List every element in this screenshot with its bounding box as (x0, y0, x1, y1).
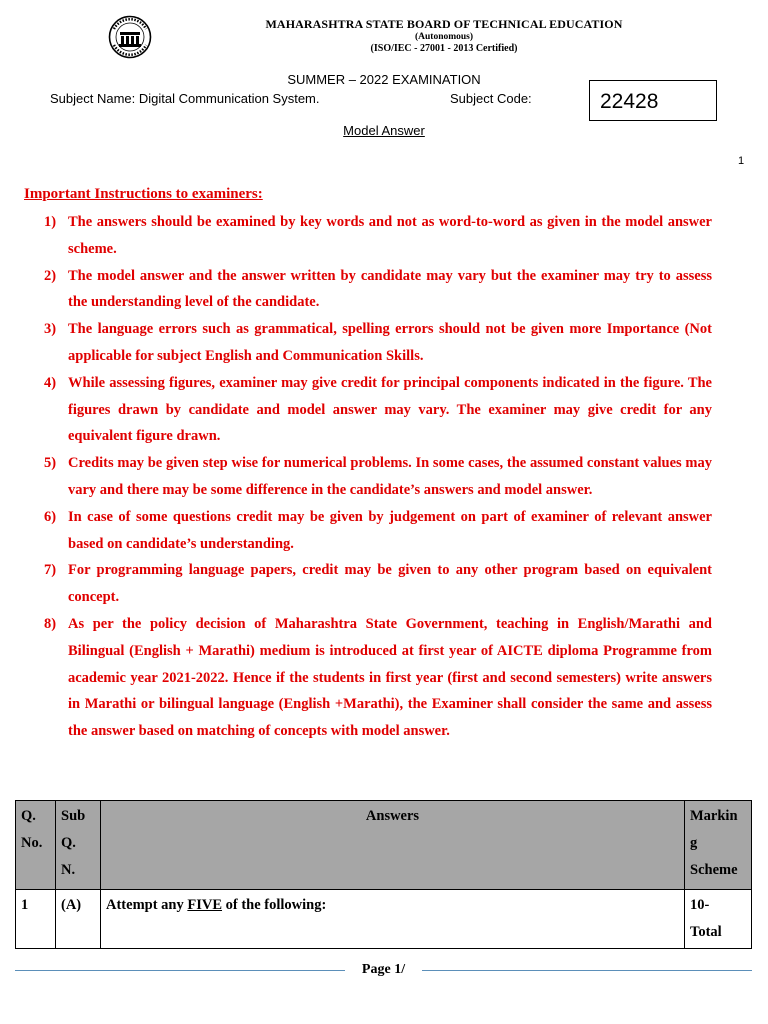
footer-page-label: Page 1/ (361, 962, 406, 977)
instructions-heading: Important Instructions to examiners: (24, 186, 263, 202)
subject-code-value: 22428 (600, 90, 659, 113)
instruction-text: The language errors such as grammatical, spelling errors should not be given more Importance (Not applicable for subject English and Communication Skills. (68, 321, 712, 364)
model-answer-label: Model Answer (343, 123, 425, 138)
instruction-text: Credits may be given step wise for numerical problems. In some cases, the assumed constant values may vary and there may be some difference in the candidate’s answers and model answer. (68, 455, 712, 498)
instruction-item (24, 611, 712, 745)
instruction-item (24, 316, 712, 370)
instruction-number: 5) (44, 455, 57, 472)
instruction-item (24, 370, 712, 450)
instruction-text: The answers should be examined by key words and not as word-to-word as given in the model answer scheme. (68, 214, 712, 257)
instruction-item (24, 450, 712, 504)
cell-sub-q: (A) (56, 890, 101, 949)
table-row (16, 890, 752, 949)
instruction-number: 7) (44, 562, 57, 579)
instructions-list (24, 209, 712, 745)
autonomous-label: (Autonomous) (414, 32, 474, 42)
instruction-number: 1) (44, 214, 57, 230)
table-header-row (16, 801, 752, 890)
instruction-item (24, 209, 712, 263)
header-sub-q: Sub Q. N. (56, 801, 101, 890)
model-answer-heading (0, 123, 768, 138)
instruction-text: While assessing figures, examiner may give credit for principal components indicated in the figure. The figures drawn by candidate and model answer may vary. The examiner may give credit for any equivalent figure drawn. (68, 374, 712, 445)
certification-label: (ISO/IEC - 27001 - 2013 Certified) (370, 43, 518, 54)
instruction-text: For programming language papers, credit may be given to any other program based on equivalent concept. (68, 562, 712, 606)
footer-divider-right (422, 970, 752, 971)
instruction-number: 8) (44, 615, 57, 632)
header-answers: Answers (101, 801, 685, 890)
answer-emphasis: FIVE (187, 897, 223, 913)
footer-divider-left (15, 970, 345, 971)
instruction-text: The model answer and the answer written by candidate may vary but the examiner may try to assess the understanding level of the candidate. (68, 267, 712, 311)
cell-marks: 10- Total (685, 890, 752, 949)
board-title: MAHARASHTRA STATE BOARD OF TECHNICAL EDUCATION (265, 17, 623, 31)
subject-name: Subject Name: Digital Communication System. (50, 91, 320, 106)
exam-title: SUMMER – 2022 EXAMINATION (287, 72, 481, 87)
instruction-text: In case of some questions credit may be given by judgement on part of examiner of relevant answer based on candidate’s understanding. (68, 508, 712, 552)
subject-code-label: Subject Code: (450, 91, 532, 106)
cell-q-no: 1 (16, 890, 56, 949)
page-number: 1 (738, 155, 745, 167)
instruction-number: 3) (44, 321, 57, 338)
cell-answer: Attempt any FIVE of the following: (101, 890, 685, 949)
answer-table (15, 800, 752, 949)
instruction-item (24, 263, 712, 317)
instruction-item (24, 504, 712, 558)
instruction-number: 4) (44, 374, 57, 391)
subject-code-box (589, 80, 717, 121)
instruction-number: 6) (44, 508, 57, 525)
instruction-item (24, 557, 712, 611)
header-q-no: Q. No. (16, 801, 56, 890)
header-marking-scheme: Markin g Scheme (685, 801, 752, 890)
instruction-text: As per the policy decision of Maharashtra State Government, teaching in English/Marathi and Bilingual (English + Marathi) medium is introduced at first year of AICTE diploma Programme from academic year 2021-2022. Hence if the students in first year (first and second semesters) write answers in Marathi or bilingual language (English +Marathi), the Examiner shall consider the same and assess the answer based on matching of concepts with model answer. (68, 615, 712, 740)
instruction-number: 2) (44, 267, 57, 284)
